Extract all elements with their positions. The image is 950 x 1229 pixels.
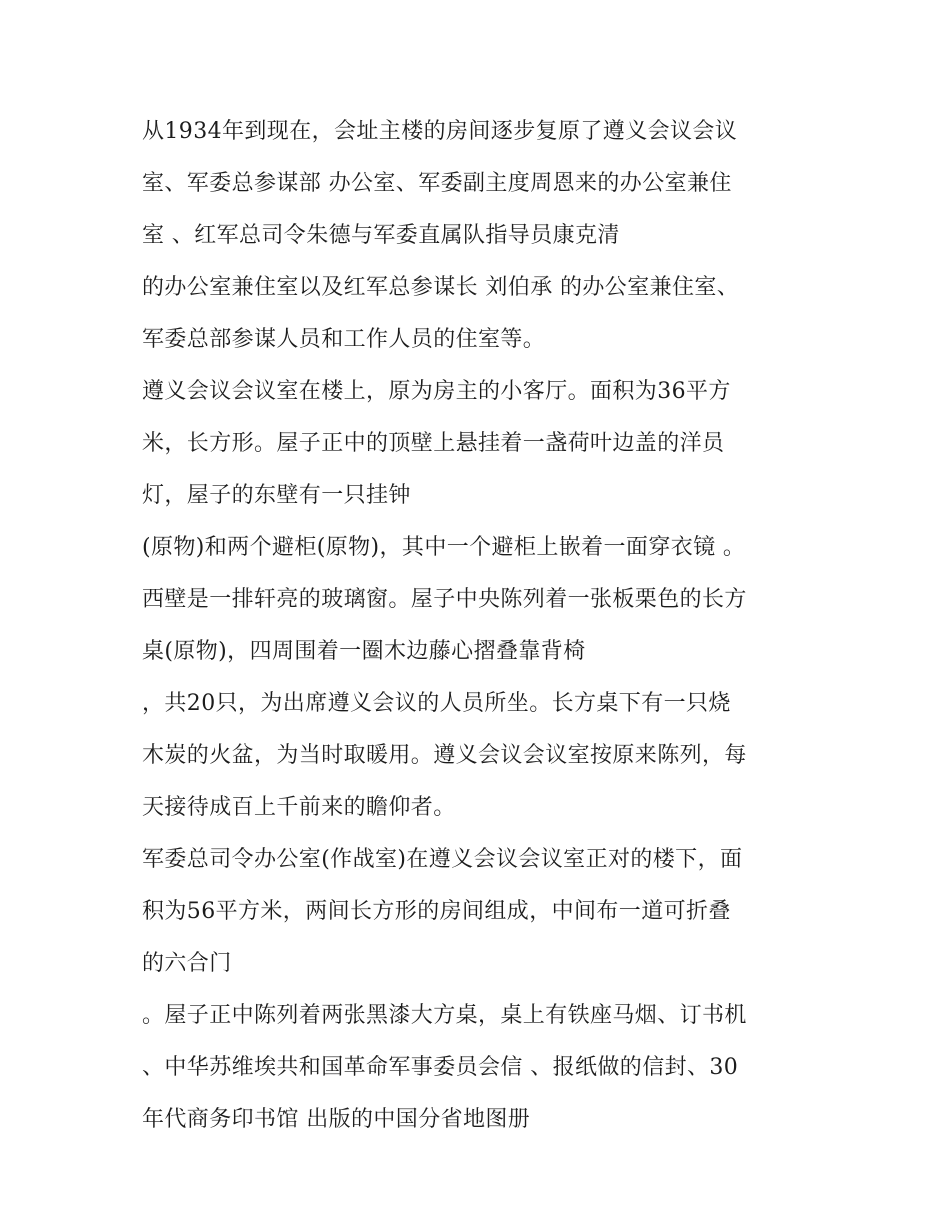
text-line: 、中华苏维埃共和国革命军事委员会信 、报纸做的信封、30 xyxy=(142,1055,739,1080)
text-line: 的办公室兼住室以及红军总参谋长 刘伯承 的办公室兼住室、 xyxy=(142,275,740,300)
text-line: 灯，屋子的东壁有一只挂钟 xyxy=(142,483,411,508)
text-line: (原物)和两个避柜(原物)，其中一个避柜上嵌着一面穿衣镜 。 xyxy=(142,535,746,560)
text-line: 桌(原物)，四周围着一圈木边藤心摺叠靠背椅 xyxy=(142,639,586,664)
text-line: 米，长方形。屋子正中的顶壁上悬挂着一盏荷叶边盖的洋员 xyxy=(142,431,725,456)
text-line: 木炭的火盆，为当时取暖用。遵义会议会议室按原来陈列，每 xyxy=(142,743,747,768)
text-line: 从1934年到现在，会址主楼的房间逐步复原了遵义会议会议 xyxy=(142,119,738,144)
text-line: 天接待成百上千前来的瞻仰者。 xyxy=(142,795,456,820)
text-line: 遵义会议会议室在楼上，原为房主的小客厅。面积为36平方 xyxy=(142,379,731,404)
text-line: 西壁是一排轩亮的玻璃窗。屋子中央陈列着一张板栗色的长方 xyxy=(142,587,747,612)
text-line: 年代商务印书馆 出版的中国分省地图册 xyxy=(142,1107,531,1132)
text-line: 的六合门 xyxy=(142,951,232,976)
document-body xyxy=(142,106,822,1146)
text-line: 积为56平方米，两间长方形的房间组成，中间布一道可折叠 xyxy=(142,899,731,924)
text-line: 。屋子正中陈列着两张黑漆大方桌，桌上有铁座马烟、订书机 xyxy=(142,1003,747,1028)
text-line: 室 、红军总司令朱德与军委直属队指导员康克清 xyxy=(142,223,620,248)
text-line: ，共20只，为出席遵义会议的人员所坐。长方桌下有一只烧 xyxy=(142,691,731,716)
text-line: 军委总部参谋人员和工作人员的住室等。 xyxy=(142,327,546,352)
text-line: 室、军委总参谋部 办公室、军委副主度周恩来的办公室兼住 xyxy=(142,171,732,196)
text-line: 军委总司令办公室(作战室)在遵义会议会议室正对的楼下，面 xyxy=(142,847,743,872)
